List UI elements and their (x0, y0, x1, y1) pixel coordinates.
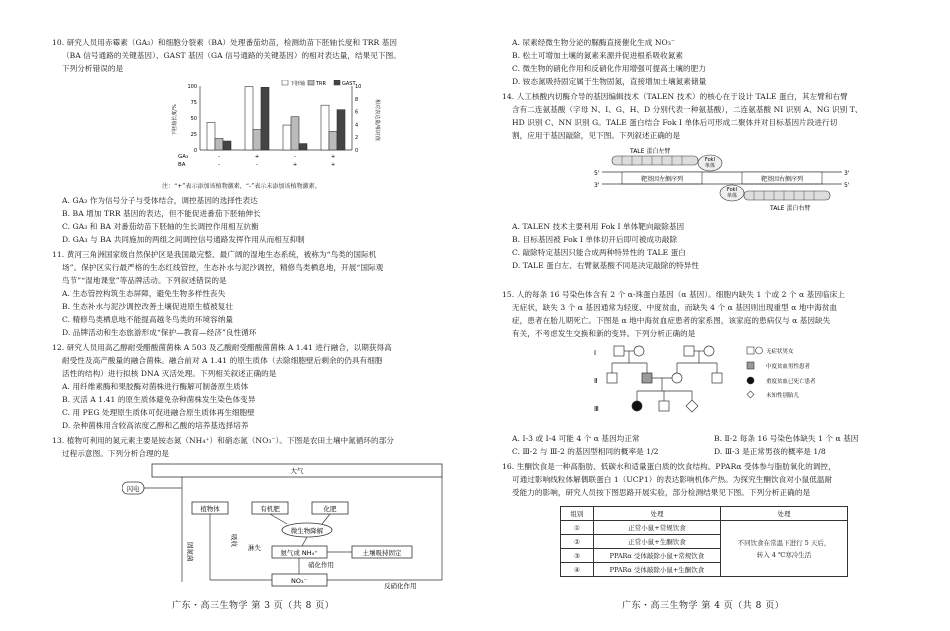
q15-stem-1: 15. 人的每条 16 号染色体含有 2 个 α-珠蛋白基因（α 基因）。细胞内缺失 1 个或 2 个 α 基因临床上 (502, 290, 845, 299)
gen3-label: Ⅲ (594, 405, 599, 413)
q15-stem-2: 无症状，缺失 3 个 α 基因通常为轻度、中度贫血，而缺失 4 个 α 基因则出现重型 α 地中海贫血 (512, 303, 838, 312)
strand-5a: 5' (594, 170, 600, 177)
legend-severe: 重度贫血已死亡患者 (766, 379, 816, 385)
q15-option-b: B. Ⅱ-2 每条 16 号染色体缺失 1 个 α 基因 (714, 434, 859, 443)
organic-label: 有机肥 (260, 505, 280, 513)
q12-option-b: B. 灭活 A 1.41 的原生质体避免杂种菌株发生染色体变异 (62, 395, 256, 404)
fixation-label: 固氮菌 (186, 542, 194, 562)
q15-option-d: D. Ⅲ-3 是正常男孩的概率是 1/8 (714, 447, 826, 456)
q11-stem-1: 11. 黄河三角洲国家级自然保护区是我国最完整、最广阔的湿地生态系统，被称为“鸟类的国际机 (52, 250, 377, 259)
q15-option-a: A. Ⅰ-3 或 Ⅰ-4 可能 4 个 α 基因均正常 (512, 434, 640, 443)
gen2-label: Ⅱ (594, 377, 598, 385)
q14-stem-1: 14. 人工核酸内切酶介导的基因编辑技术（TALEN 技术）的核心在于设计 TALE 蛋白，其左臂和右臂 (502, 92, 848, 101)
row-ga3-value: - (218, 154, 220, 160)
bar-GAST (223, 141, 231, 150)
bar-下胚轴 (207, 122, 215, 150)
bar-TRR (291, 117, 299, 150)
row-ba-value: - (256, 162, 258, 168)
q14-option-a: A. TALEN 技术主要利用 Fok Ⅰ 单体靶向敲除基因 (512, 222, 685, 231)
legend-label: 下胚轴 (290, 81, 306, 87)
left-footer: 广东・高三生物学 第 3 页（共 8 页） (172, 601, 335, 611)
row-label-ba: BA (178, 162, 186, 168)
y-tick-left: 0 (193, 148, 197, 154)
q15-stem-4: 有关，不考虑发生交换和新的变异。下列分析正确的是 (512, 329, 696, 338)
strand-3b: 3' (594, 182, 600, 189)
legend-fetus: 未知性别胎儿 (766, 393, 800, 399)
microbe-label: 微生物降解 (290, 527, 324, 535)
y-axis-label-left: 下胚轴长度/% (172, 104, 178, 136)
bar-TRR (253, 130, 261, 150)
q10-stem-2: （BA 信号通路的关键基因）、GAST 基因（GA 信号通路的关键基因）的相对表达量，结果见下图。 (62, 51, 401, 60)
q12-option-c: C. 用 PEG 处理原生质体可促进融合原生质体再生细胞壁 (62, 408, 255, 417)
denitrification-label: 反硝化作用 (384, 582, 417, 590)
row-ga3-value: + (330, 154, 336, 160)
bar-GAST (337, 110, 345, 150)
y-axis-label-right: 相对表达量/相对值 (374, 99, 380, 141)
q13-stem-1: 13. 植物可利用的氮元素主要是铵态氮（NH₄⁺）和硝态氮（NO₃⁻）。下图是农田土壤中氮循环的部分 (52, 436, 394, 445)
bar-下胚轴 (283, 125, 291, 150)
legend-swatch (282, 80, 288, 85)
row-ba-value: - (218, 162, 220, 168)
table-header-row (561, 507, 848, 521)
bar-GAST (261, 87, 269, 150)
q13-stem-2: 过程示意图。下列分析合理的是 (62, 449, 170, 458)
q16-stem-2: 可通过影响线粒体解偶联蛋白 1（UCP1）的表达影响机体产热。为探究生酮饮食对小鼠低温耐 (512, 475, 833, 484)
unit1-label: 单体 (704, 163, 716, 169)
y-tick-right: 4 (355, 122, 359, 129)
left-seq-label: 靶基因左侧序列 (640, 176, 684, 183)
bar-TRR (215, 138, 223, 150)
table-header: 处理 (594, 507, 721, 521)
q13-option-c: C. 微生物的硝化作用和反硝化作用增强可提高土壤的肥力 (512, 64, 706, 73)
merged-line-2: 转入 4 ℃寒冷生活 (756, 550, 812, 559)
y-tick-left: 25 (190, 132, 197, 138)
no3-label: NO₃⁻ (290, 577, 308, 585)
q14-stem-4: 割，应用于基因敲除，见下图。下列叙述正确的是 (512, 131, 681, 140)
y-tick-right: 6 (355, 109, 359, 116)
q15-option-c: C. Ⅲ-2 与 Ⅲ-2 的基因型相同的概率是 1/2 (512, 447, 659, 456)
strand-5b: 5' (844, 182, 850, 189)
q14-stem-3: HD 识别 C、NN 识别 G。TALE 蛋白结合 Fok Ⅰ 单体后可形成二聚体并对目标基因片段进行切 (512, 118, 838, 127)
table-row (561, 521, 848, 535)
chemfert-label: 化肥 (323, 505, 337, 513)
absorb-label: 吸收 (230, 534, 238, 547)
table-merged-cell (721, 521, 848, 577)
q11-stem-2: 场”。保护区实行最严格的生态红线管控，生态补水与泥沙调控，精修鸟类栖息地，开展“国际观 (62, 263, 384, 272)
lightning-label: 闪电 (126, 485, 140, 493)
y-tick-right: 10 (355, 84, 362, 90)
y-tick-right: 0 (355, 148, 359, 154)
q11-option-d: D. 品牌活动和生态旅游形成“保护—教育—经济”良性循环 (62, 328, 257, 337)
q14-option-b: B. 目标基因被 Fok Ⅰ 单体切开后即可被成功敲除 (512, 235, 678, 244)
y-tick-left: 75 (190, 100, 197, 106)
table-cell: PPARα 受体敲除小鼠+生酮饮食 (594, 563, 721, 577)
atmosphere-label: 大气 (290, 467, 304, 475)
table-header: 组别 (561, 507, 594, 521)
y-tick-left: 100 (187, 84, 197, 90)
q15-stem-3: 症，患者在胎儿期死亡。下图是 α 地中海贫血症患者的家系图，该家庭的患病仅与 α 基因缺失 (512, 316, 831, 325)
q16-stem-1: 16. 生酮饮食是一种高脂肪、低碳水和适量蛋白质的饮食结构。PPARα 受体参与脂肪氧化的调控， (502, 462, 836, 471)
gen1-label: Ⅰ (594, 349, 597, 357)
row-ba-value: + (330, 162, 336, 168)
q11-stem-3: 鸟节”“湿地课堂”等品牌活动。下列叙述错误的是 (62, 276, 227, 285)
strand-3a: 3' (844, 170, 850, 177)
q10-stem-1: 10. 研究人员用赤霉素（GA₃）和细胞分裂素（BA）处理番茄幼苗，检测幼苗下胚轴长度和 TRR 基因 (52, 38, 397, 47)
legend-swatch (308, 80, 314, 85)
nitrification-label: 硝化作用 (308, 561, 334, 569)
right-footer: 广东・高三生物学 第 4 页（共 8 页） (622, 601, 785, 611)
y-tick-right: 8 (355, 96, 359, 103)
q13-option-d: D. 铵态氮吸持固定属于生物固氮，直接增加土壤氮素储量 (512, 77, 707, 86)
row-ga3-value: - (294, 154, 296, 160)
legend-unaffected: 无症状男女 (766, 349, 794, 355)
left-arm-repeats (612, 156, 698, 165)
leach-label: 淋失 (248, 544, 261, 552)
q12-stem-2: 耐受性及高产酸量的融合菌株。融合前对 A 1.41 的原生质体（去除细胞壁后剩余的仍具有细胞 (62, 356, 383, 365)
q15-pedigree (592, 343, 862, 423)
table-cell: 正常小鼠+常规饮食 (594, 521, 721, 535)
right-seq-label: 靶基因右侧序列 (760, 176, 804, 183)
bar-下胚轴 (321, 105, 329, 150)
bar-下胚轴 (245, 87, 253, 150)
y-tick-left: 50 (190, 116, 197, 122)
bar-TRR (329, 131, 337, 150)
right-arm-label: TALE 蛋白右臂 (770, 205, 811, 212)
q10-option-c: C. GA₃ 和 BA 对番茄幼苗下胚轴的生长调控作用相互抗衡 (62, 222, 259, 231)
adsorb-label: 土壤吸持固定 (362, 549, 402, 557)
left-arm-label: TALE 蛋白左臂 (630, 148, 671, 155)
q14-stem-2: 含有二连氨基酸（字母 N、I、G、H、D 分别代表一种氨基酸），二连氨基酸 NI 识别 A、NG 识别 T、 (512, 105, 863, 114)
q13-option-a: A. 尿素经微生物分泌的脲酶直接催化生成 NO₃⁻ (512, 38, 675, 47)
table-cell: ③ (561, 549, 594, 563)
q12-option-a: A. 用纤维素酶和果胶酶对菌株进行酶解可制备原生质体 (62, 382, 249, 391)
row-ba-value: + (292, 162, 298, 168)
plant-label: 植物体 (200, 505, 220, 513)
unit2-label: 单体 (726, 193, 738, 199)
ammonia-label: 氨气或 NH₄⁺ (280, 549, 318, 557)
table-cell: ④ (561, 563, 594, 577)
q13-nitrogen-diagram (122, 462, 452, 590)
q16-stem-3: 受能力的影响，研究人员按下图思路开展实验，部分检测结果见下图。下列分析正确的是 (512, 488, 811, 497)
legend-moderate: 中度贫血男性患者 (766, 364, 811, 370)
fok1-label: FokⅠ (704, 157, 716, 163)
table-cell: PPARα 受体敲除小鼠+常规饮食 (594, 549, 721, 563)
table-header: 处理 (721, 507, 848, 521)
legend-label: TRR (316, 81, 327, 87)
row-ga3-value: + (254, 154, 260, 160)
q14-talen-diagram (592, 146, 852, 218)
bar-GAST (299, 144, 307, 150)
table-cell: 正常小鼠+生酮饮食 (594, 535, 721, 549)
q14-option-d: D. TALE 蛋白左、右臂氨基酸不同是决定敲除的特异性 (512, 261, 700, 270)
q11-option-c: C. 精修鸟类栖息地不能提高越冬鸟类的环境容纳量 (62, 315, 234, 324)
q10-option-a: A. GA₃ 作为信号分子与受体结合，调控基因的选择性表达 (62, 196, 258, 205)
q14-option-c: C. 敲除特定基因只能合成两种特异性的 TALE 蛋白 (512, 248, 686, 257)
table-cell: ② (561, 535, 594, 549)
q12-option-d: D. 杂种菌株用含较高浓度乙醇和乙酸的培养基选择培养 (62, 421, 249, 430)
row-label-ga3: GA₃ (178, 154, 189, 160)
q10-stem-3: 下列分析错误的是 (62, 64, 124, 73)
right-arm-repeats (744, 191, 830, 200)
q11-option-a: A. 生态管控构筑生态屏障，避免生物多样性丧失 (62, 289, 226, 298)
q12-stem-3: 活性的结构）进行拟核 DNA 灭活处理。下列相关叙述正确的是 (62, 369, 277, 378)
table-cell: ① (561, 521, 594, 535)
q10-chart (162, 80, 402, 188)
legend-swatch (334, 80, 340, 85)
q13-option-b: B. 松土可增加土壤的氮素来源并促进根系吸收氮素 (512, 51, 684, 60)
q10-chart-note: 注：“+”表示添加该植物激素，“-”表示未添加该植物激素。 (162, 183, 321, 190)
y-tick-right: 2 (355, 135, 359, 142)
q12-stem-1: 12. 研究人员用高乙醇耐受醋酸菌菌株 A 503 及乙酸耐受醋酸菌菌株 A 1.41 进行融合，以期获得高 (52, 343, 392, 352)
fok2-label: FokⅠ (726, 187, 738, 193)
q11-option-b: B. 生态补水与泥沙调控改善土壤促进原生植被复壮 (62, 302, 234, 311)
q10-option-b: B. BA 增加 TRR 基因的表达，但不能促进番茄下胚轴伸长 (62, 209, 261, 218)
q16-table (560, 506, 848, 577)
legend-label: GAST (342, 81, 356, 87)
q10-option-d: D. GA₃ 与 BA 共同施加的两组之间调控信号通路发挥作用从而相互抑制 (62, 235, 305, 244)
merged-line-1: 不同饮食在常温下进行 5 天后， (737, 538, 831, 547)
